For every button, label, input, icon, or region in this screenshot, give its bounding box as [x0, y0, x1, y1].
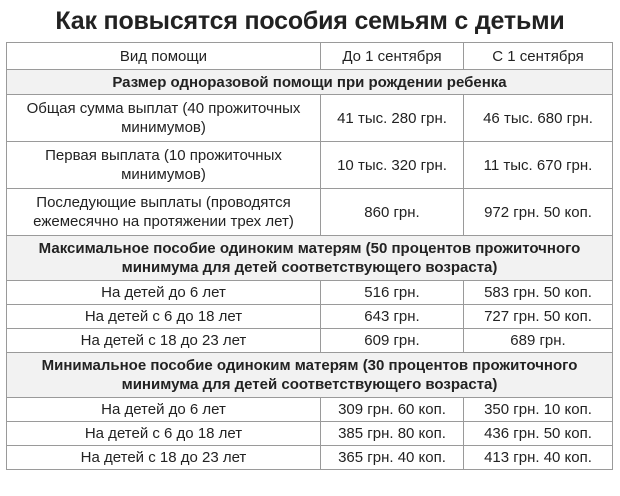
row-after: 436 грн. 50 коп. [464, 422, 613, 446]
table-row [7, 398, 613, 422]
row-label: Последующие выплаты (проводятся ежемесячно на протяжении трех лет) [7, 189, 321, 236]
row-before: 643 грн. [321, 305, 464, 329]
row-label: Общая сумма выплат (40 прожиточных минимумов) [7, 95, 321, 142]
benefits-table [6, 42, 613, 470]
row-after: 350 грн. 10 коп. [464, 398, 613, 422]
row-label: На детей до 6 лет [7, 281, 321, 305]
page-title: Как повысятся пособия семьям с детьми [55, 7, 565, 35]
row-before: 41 тыс. 280 грн. [321, 95, 464, 142]
row-label: На детей до 6 лет [7, 398, 321, 422]
table-row [7, 189, 613, 236]
section-title-min: Минимальное пособие одиноким матерям (30 процентов прожиточного минимума для детей соответствующего возраста) [7, 353, 613, 398]
table-row [7, 422, 613, 446]
row-after: 727 грн. 50 коп. [464, 305, 613, 329]
row-before: 860 грн. [321, 189, 464, 236]
row-before: 609 грн. [321, 329, 464, 353]
row-after: 46 тыс. 680 грн. [464, 95, 613, 142]
section-title-max: Максимальное пособие одиноким матерям (50 процентов прожиточного минимума для детей соответствующего возраста) [7, 236, 613, 281]
table-row [7, 281, 613, 305]
table-row [7, 329, 613, 353]
table-row [7, 95, 613, 142]
row-label: На детей с 18 до 23 лет [7, 446, 321, 470]
row-label: На детей с 6 до 18 лет [7, 305, 321, 329]
section-row [7, 70, 613, 95]
table-header-row [7, 43, 613, 70]
row-before: 516 грн. [321, 281, 464, 305]
table-row [7, 446, 613, 470]
row-before: 10 тыс. 320 грн. [321, 142, 464, 189]
header-type: Вид помощи [7, 43, 321, 70]
row-label: Первая выплата (10 прожиточных минимумов) [7, 142, 321, 189]
section-row [7, 353, 613, 398]
row-after: 413 грн. 40 коп. [464, 446, 613, 470]
section-row [7, 236, 613, 281]
row-label: На детей с 18 до 23 лет [7, 329, 321, 353]
header-before: До 1 сентября [321, 43, 464, 70]
table-row [7, 142, 613, 189]
row-before: 385 грн. 80 коп. [321, 422, 464, 446]
row-before: 309 грн. 60 коп. [321, 398, 464, 422]
row-after: 11 тыс. 670 грн. [464, 142, 613, 189]
table-row [7, 305, 613, 329]
row-before: 365 грн. 40 коп. [321, 446, 464, 470]
row-label: На детей с 6 до 18 лет [7, 422, 321, 446]
row-after: 689 грн. [464, 329, 613, 353]
header-after: С 1 сентября [464, 43, 613, 70]
row-after: 583 грн. 50 коп. [464, 281, 613, 305]
row-after: 972 грн. 50 коп. [464, 189, 613, 236]
section-title-birth: Размер одноразовой помощи при рождении ребенка [7, 70, 613, 95]
